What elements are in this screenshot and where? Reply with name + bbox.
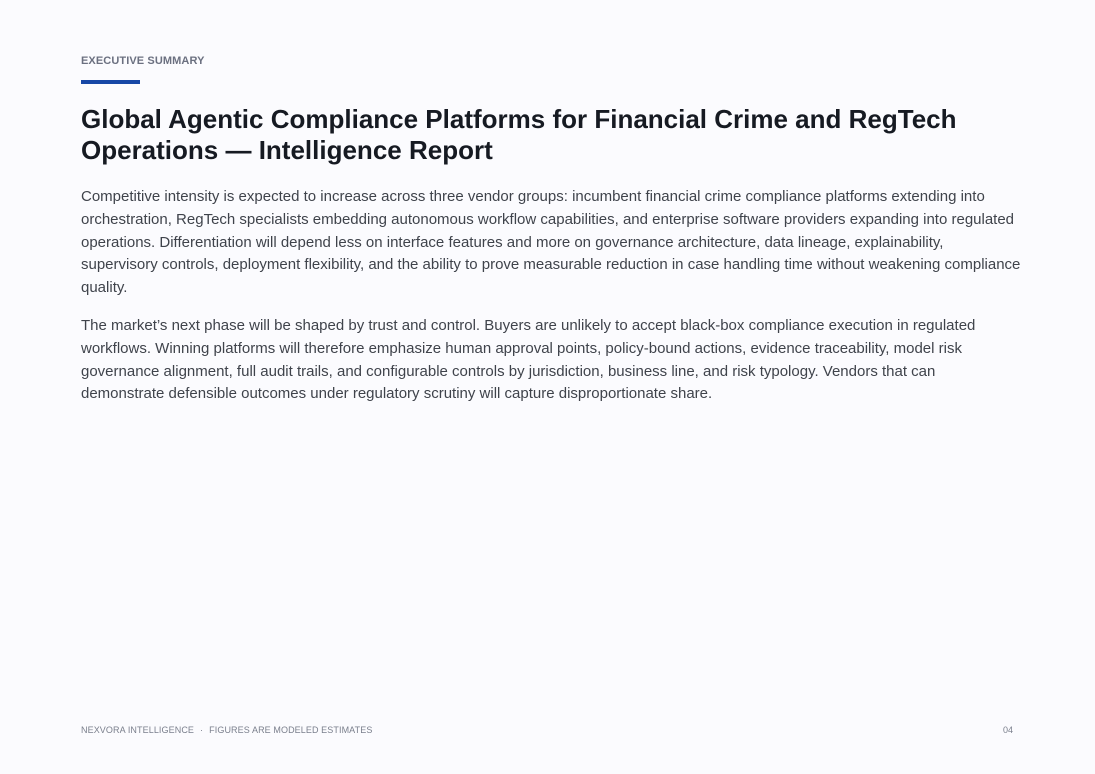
footer-brand: NEXVORA INTELLIGENCE (81, 725, 195, 735)
section-eyebrow: EXECUTIVE SUMMARY (81, 55, 205, 67)
summary-paragraph: Competitive intensity is expected to increase across three vendor groups: incumbent financial crime compliance platforms extending into orchestration, RegTech specialists embedding autonomous workflow capabilities, and enterprise software providers expanding into regulated operations. Differentiation will depend less on interface features and more on governance architecture, data lineage, explainability, supervisory controls, deployment flexibility, and the ability to prove measurable reduction in case handling time without weakening compliance quality. (81, 188, 1021, 297)
summary-paragraph: The market’s next phase will be shaped by trust and control. Buyers are unlikely to accept black-box compliance execution in regulated workflows. Winning platforms will therefore emphasize human approval points, policy-bound actions, evidence traceability, model risk governance alignment, full audit trails, and configurable controls by jurisdiction, business line, and risk typology. Vendors that can demonstrate defensible outcomes under regulatory scrutiny will capture disproportionate share. (81, 316, 976, 403)
summary-body (81, 186, 1021, 421)
footer-credit (81, 725, 372, 735)
footer-note: FIGURES ARE MODELED ESTIMATES (209, 725, 373, 735)
eyebrow-accent-rule (81, 80, 140, 84)
footer-separator: · (200, 725, 204, 735)
page-title: Global Agentic Compliance Platforms for Financial Crime and RegTech Operations — Intelligence Report (81, 104, 957, 165)
page-number: 04 (1002, 725, 1013, 735)
